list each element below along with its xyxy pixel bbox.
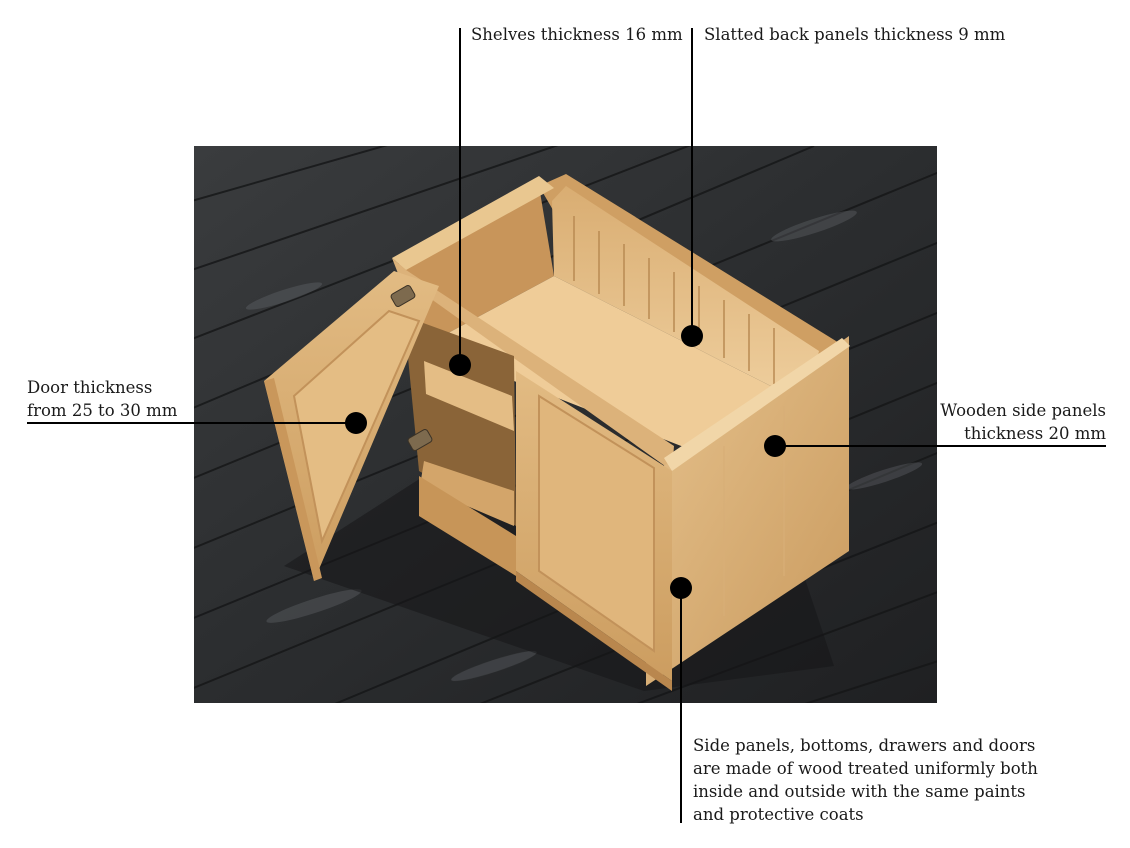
shelves-label: Shelves thickness 16 mm (471, 25, 683, 44)
cabinet-photo (194, 146, 937, 703)
materials-line: and protective coats (693, 805, 864, 824)
materials-line: are made of wood treated uniformly both (693, 759, 1038, 778)
side-panels-label (940, 399, 1106, 445)
side-label-line2: thickness 20 mm (964, 424, 1106, 443)
materials-line: inside and outside with the same paints (693, 782, 1026, 801)
side-label-line1: Wooden side panels (940, 401, 1106, 420)
back-panels-label: Slatted back panels thickness 9 mm (704, 25, 1006, 44)
materials-line: Side panels, bottoms, drawers and doors (693, 736, 1036, 755)
door-label-line1: Door thickness (27, 378, 153, 397)
materials-label (693, 734, 1038, 826)
door-label (27, 376, 177, 422)
door-label-line2: from 25 to 30 mm (27, 401, 178, 420)
